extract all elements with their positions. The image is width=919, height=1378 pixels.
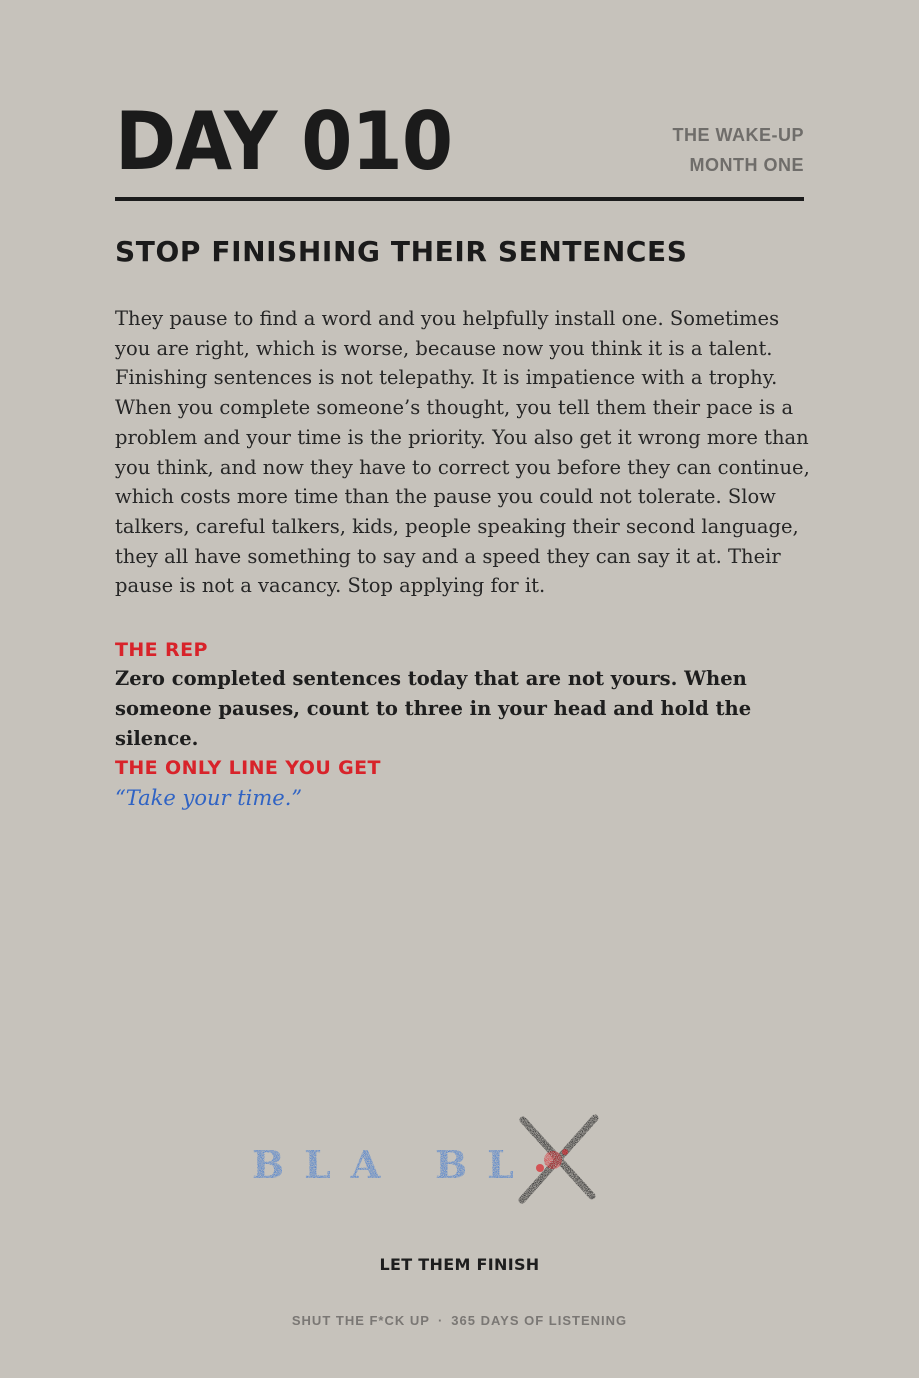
- rep-label: THE REP: [115, 639, 208, 661]
- bla-bla-crossed-out-graphic: [240, 1100, 620, 1220]
- series-month: MONTH ONE: [689, 155, 804, 175]
- red-splatter: [544, 1151, 562, 1169]
- only-line-label: THE ONLY LINE YOU GET: [115, 757, 381, 779]
- body-paragraph: They pause to find a word and you helpfully install one. Sometimes you are right, which is worse, because now you think it is a talent. Finishing sentences is not telepathy. It is impatience with a trophy. When you complete someone’s thought, you tell them their pace is a problem and your time is the priority. You also get it wrong more than you think, and now they have to correct you before they can continue, which costs more time than the pause you could not tolerate. Slow talkers, careful talkers, kids, people speaking their second language, they all have something to say and a speed they can say it at. Their pause is not a vacancy. Stop applying for it.: [115, 307, 810, 598]
- footer-tagline: 365 DAYS OF LISTENING: [451, 1313, 628, 1328]
- footer-book-title: SHUT THE F*CK UP: [291, 1313, 430, 1328]
- header-divider: [115, 197, 804, 201]
- page-header: [115, 95, 804, 202]
- headline: STOP FINISHING THEIR SENTENCES: [115, 235, 688, 268]
- footer: [0, 1312, 919, 1330]
- series-info: [673, 120, 805, 180]
- series-name: THE WAKE-UP: [672, 125, 804, 145]
- illustration-caption: LET THEM FINISH: [379, 1255, 540, 1274]
- bla-bla-illustration: [240, 1100, 620, 1220]
- bla-word: BLA: [252, 1142, 401, 1187]
- day-title: DAY 010: [115, 95, 453, 188]
- footer-separator: ·: [437, 1313, 444, 1328]
- rep-text: Zero completed sentences today that are not yours. When someone pauses, count to three in your head and hold the silence.: [115, 667, 752, 750]
- bl-word: BL: [435, 1142, 534, 1187]
- only-line-quote: “Take your time.”: [115, 786, 303, 810]
